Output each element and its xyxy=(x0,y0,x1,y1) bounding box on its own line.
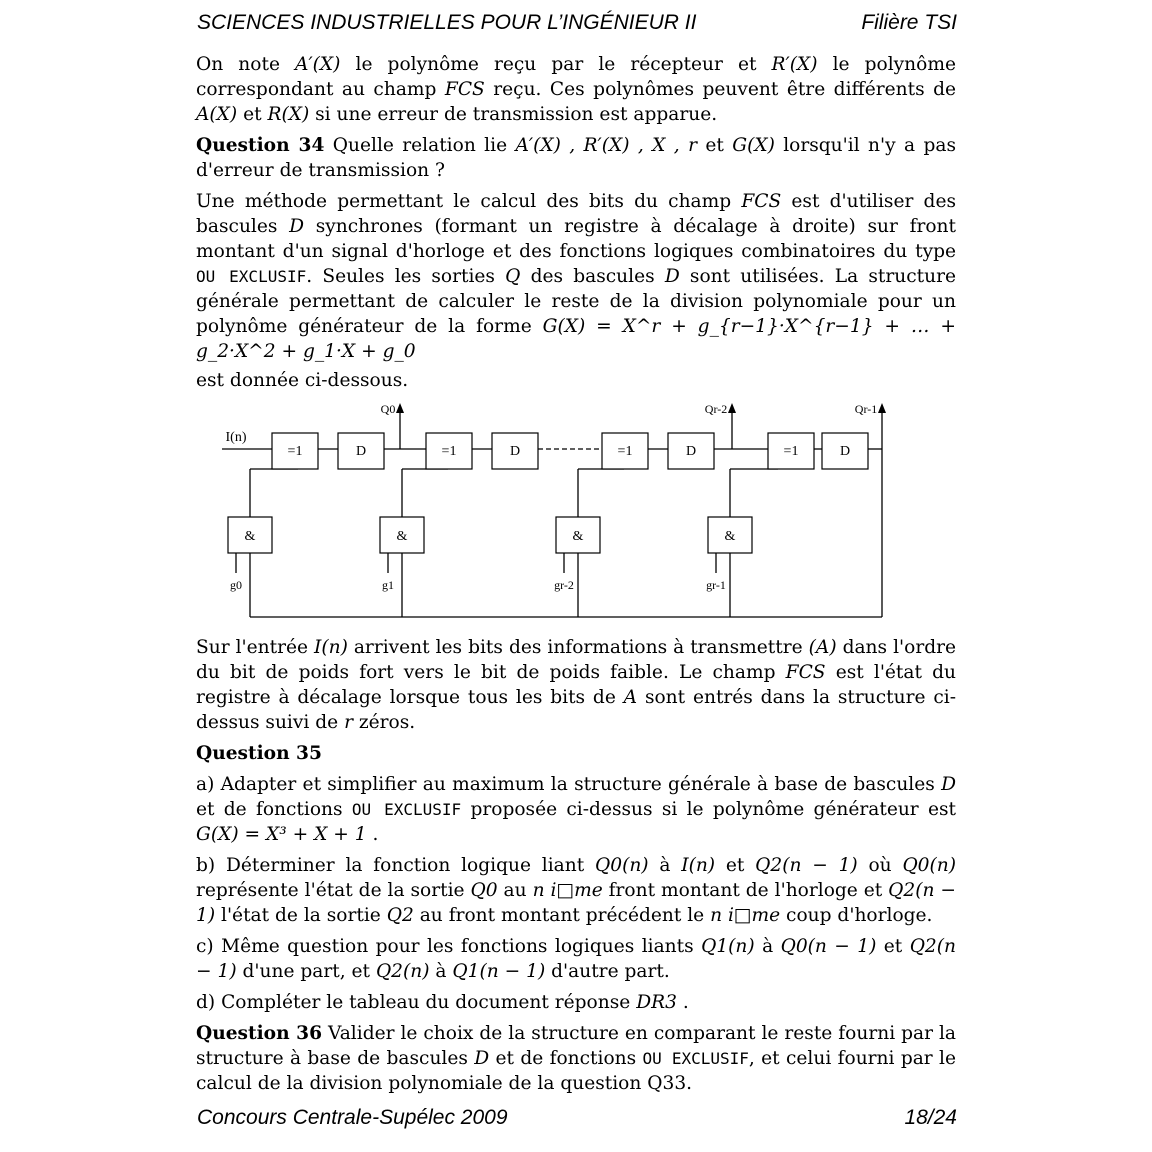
question-36-label: Question 36 xyxy=(196,1023,323,1044)
output-label: Qr-2 xyxy=(704,402,728,416)
intro-paragraph: On note A′(X) le polynôme reçu par le récepteur et R′(X) le polynôme correspondant au champ FCS reçu. Ces polynômes peuvent être différents de A(X) et R(X) si une erreur de transmission est apparue. xyxy=(196,54,956,125)
and-gate: & xyxy=(244,529,256,544)
output-label: Qr-1 xyxy=(854,402,878,416)
page-content xyxy=(196,52,956,1102)
d-flipflop: D xyxy=(839,444,851,459)
generator-formula: G(X) = X^r + g_{r−1}·X^{r−1} + … + g_2·X^2 + g_1·X + g_0 xyxy=(196,316,956,362)
d-flipflop: D xyxy=(355,444,367,459)
shift-register-diagram xyxy=(210,399,910,627)
coef-label: g0 xyxy=(230,578,242,592)
footer-contest: Concours Centrale-Supélec 2009 xyxy=(197,1106,508,1129)
and-gate: & xyxy=(724,529,736,544)
question-34-label: Question 34 xyxy=(196,135,325,156)
question-35-label: Question 35 xyxy=(196,743,322,764)
question-34: Question 34 Quelle relation lie A′(X) , R′(X) , X , r et G(X) lorsqu'il n'y a pas d'erreur de transmission ? xyxy=(196,135,957,181)
question-36: Question 36 Valider le choix de la structure en comparant le reste fourni par la structure à base de bascules D et de fonctions OU EXCLUSIF, et celui fourni par le calcul de la division polynomiale de la question Q33. xyxy=(196,1023,957,1094)
xor-gate: =1 xyxy=(617,444,633,459)
entry-paragraph: Sur l'entrée I(n) arrivent les bits des informations à transmettre (A) dans l'ordre du bit de poids fort vers le bit de poids faible. Le champ FCS est l'état du registre à décalage lorsque tous les bits de A sont entrés dans la structure ci-dessus suivi de r zéros. xyxy=(196,637,957,733)
xor-gate: =1 xyxy=(783,444,799,459)
and-gate: & xyxy=(396,529,408,544)
page-header xyxy=(197,11,957,35)
output-label: Q0 xyxy=(380,402,396,416)
coef-label: gr-1 xyxy=(706,578,726,592)
page-footer xyxy=(197,1106,957,1130)
question-35c: c) Même question pour les fonctions logiques liants Q1(n) à Q0(n − 1) et Q2(n − 1) d'une part, et Q2(n) à Q1(n − 1) d'autre part. xyxy=(196,936,956,982)
input-label: I(n) xyxy=(225,430,247,445)
header-track: Filière TSI xyxy=(861,11,957,34)
method-tail: est donnée ci-dessous. xyxy=(196,370,409,391)
coef-label: gr-2 xyxy=(554,578,574,592)
xor-gate: =1 xyxy=(441,444,457,459)
question-35d: d) Compléter le tableau du document réponse DR3 . xyxy=(196,992,689,1013)
and-gate: & xyxy=(572,529,584,544)
d-flipflop: D xyxy=(509,444,521,459)
method-paragraph: Une méthode permettant le calcul des bits du champ FCS est d'utiliser des bascules D synchrones (formant un registre à décalage à droite) sur front montant d'un signal d'horloge et des fonctions logiques combinatoires du type OU EXCLUSIF. Seules les sorties Q des bascules D sont utilisées. La structure générale permettant de calculer le reste de la division polynomiale pour un polynôme générateur de la forme G(X) = X^r + g_{r−1}·X^{r−1} + … + g_2·X^2 + g_1·X + g_0 xyxy=(196,191,956,362)
question-35a: a) Adapter et simplifier au maximum la structure générale à base de bascules D et de fonctions OU EXCLUSIF proposée ci-dessus si le polynôme générateur est G(X) = X³ + X + 1 . xyxy=(196,774,956,845)
question-35b: b) Déterminer la fonction logique liant Q0(n) à I(n) et Q2(n − 1) où Q0(n) représente l'état de la sortie Q0 au n i□me front montant de l'horloge et Q2(n − 1) l'état de la sortie Q2 au front montant précédent le n i□me coup d'horloge. xyxy=(196,855,957,926)
xor-gate: =1 xyxy=(287,444,303,459)
d-flipflop: D xyxy=(685,444,697,459)
page-number: 18/24 xyxy=(904,1106,957,1129)
header-title: SCIENCES INDUSTRIELLES POUR L’INGÉNIEUR II xyxy=(197,11,697,34)
coef-label: g1 xyxy=(382,578,394,592)
